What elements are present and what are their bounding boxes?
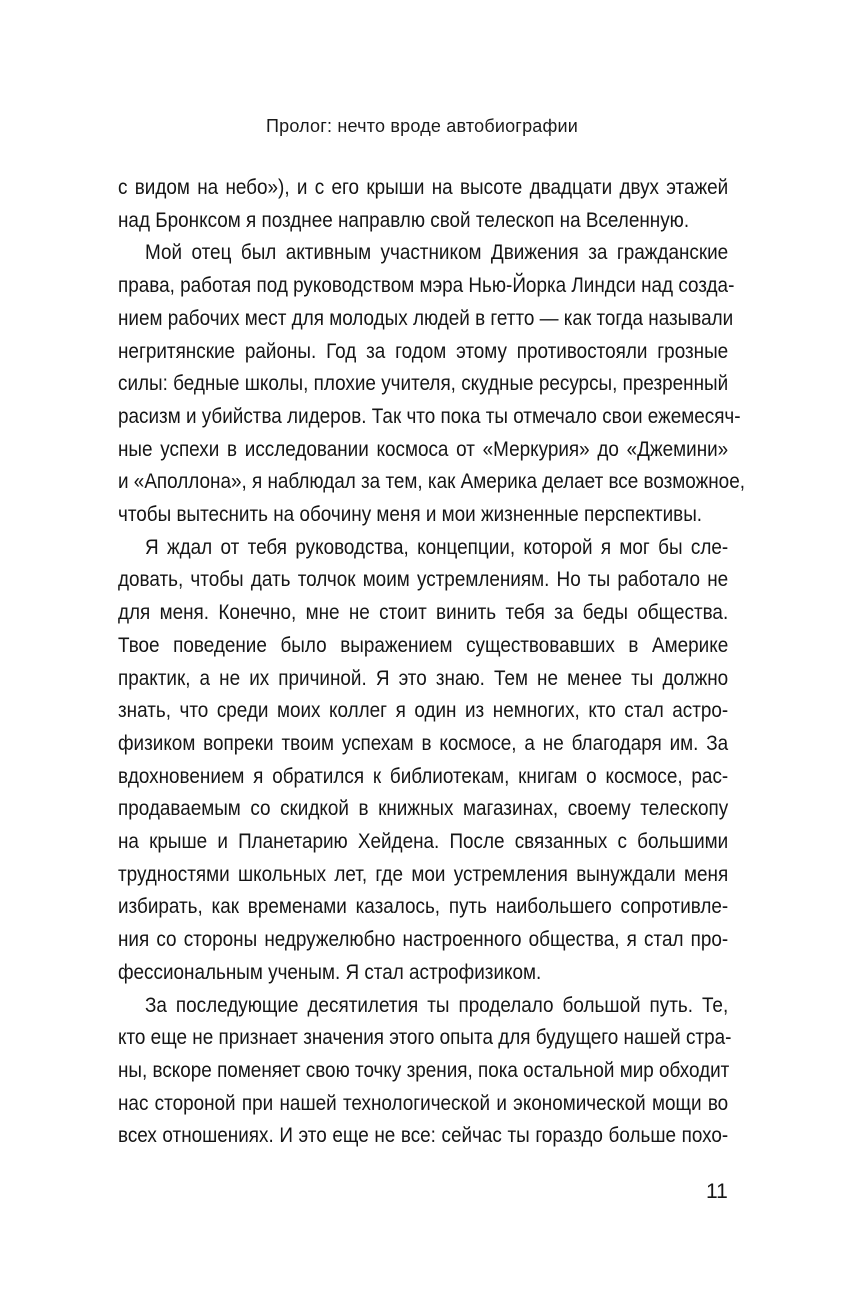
paragraph [118,172,728,237]
text-line: расизм и убийства лидеров. Так что пока ты отмечало свои ежемесяч- [118,404,741,428]
text-line: права, работая под руководством мэра Нью-Йорка Линдси над созда- [118,274,735,298]
text-line: Мой отец был активным участником Движения за гражданские [145,241,729,265]
running-title: Пролог: нечто вроде автобиографии [265,116,579,136]
text-line: практик, а не их причиной. Я это знаю. Тем не менее ты должно [118,666,729,690]
text-line: знать, что среди моих коллег я один из немногих, кто стал астро- [118,699,729,723]
paragraph [118,990,732,1154]
text-line: негритянские районы. Год за годом этому противостояли грозные [118,339,729,363]
text-line: ны, вскоре поменяет свою точку зрения, пока остальной мир обходит [118,1058,730,1082]
text-line: избирать, как временами казалось, путь наибольшего сопротивле- [118,895,729,919]
text-line: фессиональным ученым. Я стал астрофизиком. [118,960,542,984]
text-line: чтобы вытеснить на обочину меня и мои жизненные перспективы. [118,503,703,527]
text-line: с видом на небо»), и с его крыши на высоте двадцати двух этажей [118,176,729,199]
text-line: трудностями школьных лет, где мои устремления вынуждали меня [118,862,729,886]
text-line: Я ждал от тебя руководства, концепции, которой я мог бы сле- [145,535,729,559]
text-line: продаваемым со скидкой в книжных магазинах, своему телескопу [118,797,729,821]
text-line: ные успехи в исследовании космоса от «Меркурия» до «Джемини» [118,437,729,461]
text-line: довать, чтобы дать толчок моим устремлениям. Но ты работало не [118,568,729,592]
text-line: ния со стороны недружелюбно настроенного общества, я стал про- [118,928,729,952]
text-line: на крыше и Планетарию Хейдена. После связанных с большими [118,830,729,854]
text-line: всех отношениях. И это еще не все: сейчас ты гораздо больше похо- [118,1124,729,1148]
text-line: физиком вопреки твоим успехам в космосе, а не благодаря им. За [118,731,729,755]
page-number: 11 [706,1180,728,1203]
text-line: нием рабочих мест для молодых людей в гетто — как тогда называли [118,306,734,330]
text-line: и «Аполлона», я наблюдал за тем, как Америка делает все возможное, [118,470,745,494]
text-line: Твое поведение было выражением существовавших в Америке [118,633,729,657]
text-line: За последующие десятилетия ты проделало большой путь. Те, [145,993,729,1017]
text-line: силы: бедные школы, плохие учителя, скудные ресурсы, презренный [118,372,729,396]
text-line: для меня. Конечно, мне не стоит винить тебя за беды общества. [118,601,729,625]
text-line: над Бронксом я позднее направлю свой телескоп на Вселенную. [118,208,690,232]
text-line: кто еще не признает значения этого опыта для будущего нашей стра- [118,1026,732,1050]
text-line: нас стороной при нашей технологической и экономической мощи во [118,1091,729,1115]
body-text [118,172,745,1153]
text-line: вдохновением я обратился к библиотекам, книгам о космосе, рас- [118,764,729,788]
paragraph [118,532,728,990]
paragraph [118,237,745,531]
